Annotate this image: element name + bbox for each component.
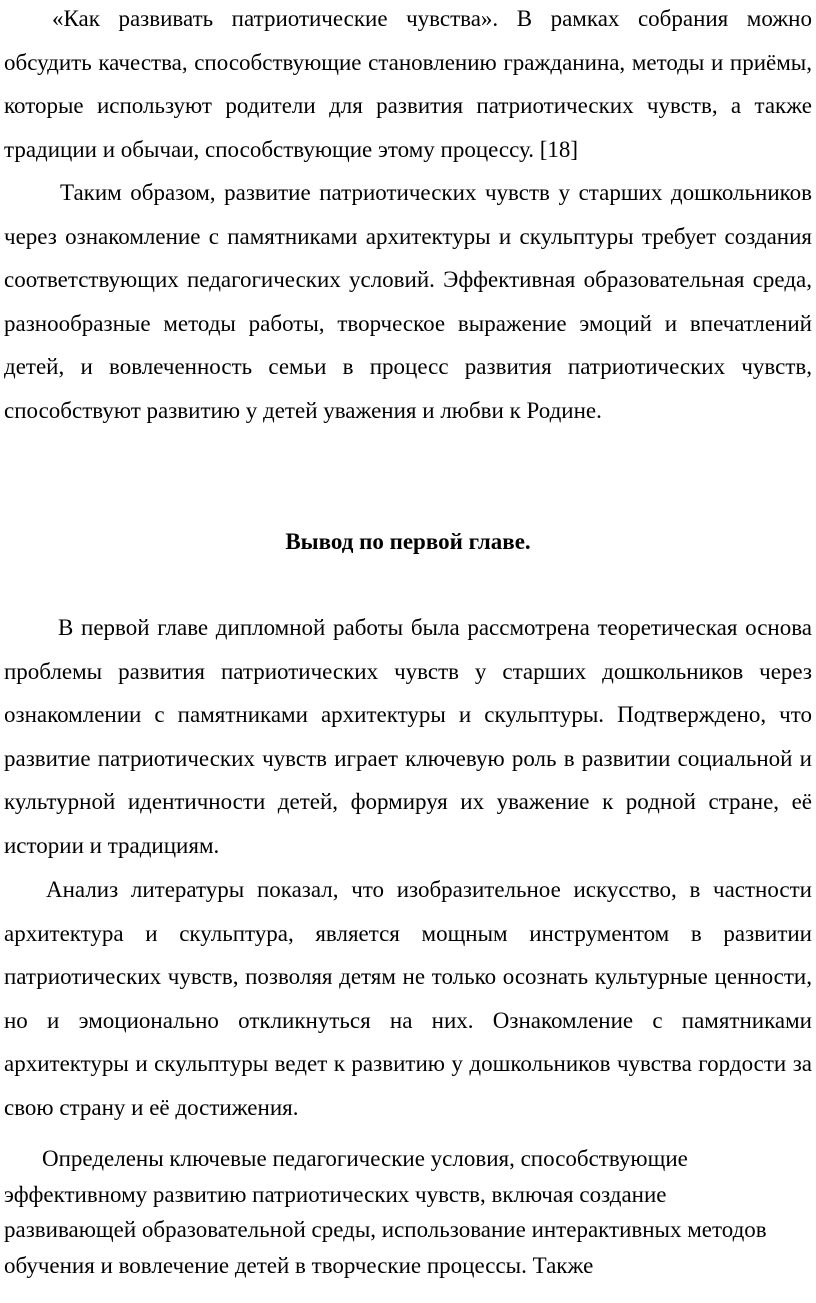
paragraph-parent-meeting: «Как развивать патриотические чувства». В рамках собрания можно обсудить качества, способствующие становлению гражданина, методы и приёмы, которые используют родители для развития патриотических чувств, а также традиции и обычаи, способствующие этому процессу. [18] [4,6,812,162]
paragraph-chapter-overview: В первой главе дипломной работы была рассмотрена теоретическая основа проблемы развития патриотических чувств у старших дошкольников через ознакомлении с памятниками архитектуры и скульптуры. Подтверждено, что развитие патриотических чувств играет ключевую роль в развитии социальной и культурной идентичности детей, формируя их уважение к родной стране, её истории и традициям. [4,615,812,858]
chapter-conclusion-heading: Вывод по первой главе. [285,529,531,554]
paragraph-conclusion-summary: Таким образом, развитие патриотических чувств у старших дошкольников через ознакомление с памятниками архитектуры и скульптуры требует создания соответствующих педагогических условий. Эффективная образовательная среда, разнообразные методы работы, творческое выражение эмоций и впечатлений детей, и вовлеченность семьи в процесс развития патриотических чувств, способствуют развитию у детей уважения и любви к Родине. [4,180,812,423]
paragraph-literature-analysis: Анализ литературы показал, что изобразительное искусство, в частности архитектура и скульптура, является мощным инструментом в развитии патриотических чувств, позволяя детям не только осознать культурные ценности, но и эмоционально откликнуться на них. Ознакомление с памятниками архитектуры и скульптуры ведет к развитию у дошкольников чувства гордости за свою страну и её достижения. [4,877,812,1120]
paragraph-pedagogical-conditions: Определены ключевые педагогические условия, способствующие эффективному развитию патриотических чувств, включая создание развивающей образовательной среды, использование интерактивных методов обучения и вовлечение детей в творческие процессы. Также [4,1146,767,1278]
